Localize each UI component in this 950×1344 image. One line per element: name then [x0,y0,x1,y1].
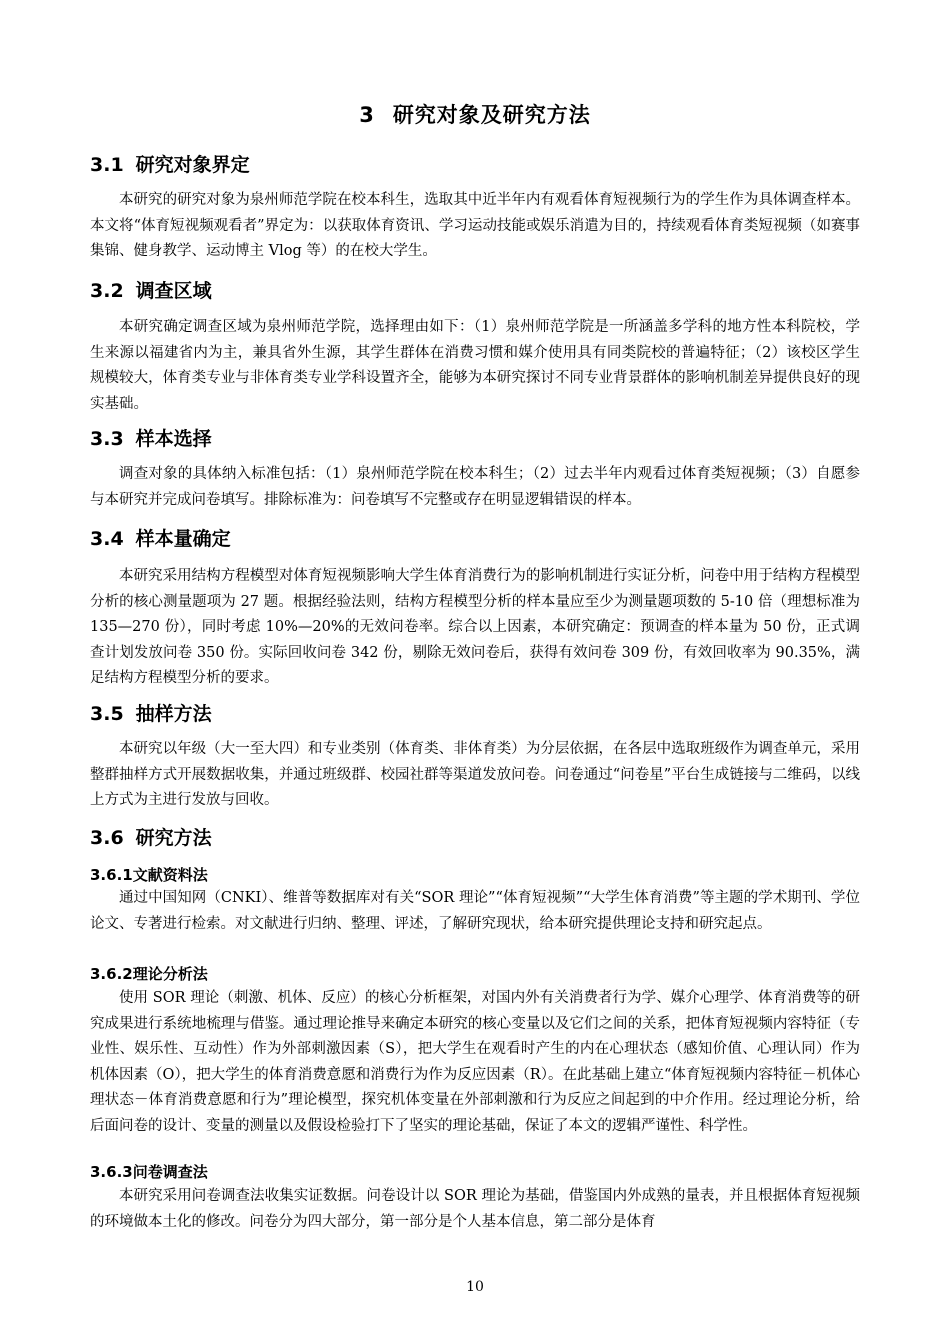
section-number: 3.2 [90,280,124,302]
section-heading-3-4 [90,525,860,553]
paragraph: 本研究的研究对象为泉州师范学院在校本科生，选取其中近半年内有观看体育短视频行为的学生作为具体调查样本。本文将“体育短视频观看者”界定为：以获取体育资讯、学习运动技能或娱乐消遣为目的，持续观看体育类短视频（如赛事集锦、健身教学、运动博主 Vlog 等）的在校大学生。 [90,192,860,259]
subsection-title: 文献资料法 [132,866,208,884]
section-heading-3-6 [90,824,860,852]
section-title: 样本量确定 [135,528,231,550]
subsection-heading-3-6-3 [90,1161,860,1183]
paragraph: 本研究确定调查区域为泉州师范学院，选择理由如下：（1）泉州师范学院是一所涵盖多学科的地方性本科院校，学生来源以福建省内为主，兼具省外生源，其学生群体在消费习惯和媒介使用具有同类院校的普遍特征；（2）该校区学生规模较大，体育类专业与非体育类专业学科设置齐全，能够为本研究探讨不同专业背景群体的影响机制差异提供良好的现实基础。 [90,319,860,412]
paragraph: 本研究以年级（大一至大四）和专业类别（体育类、非体育类）为分层依据，在各层中选取班级作为调查单元，采用整群抽样方式开展数据收集，并通过班级群、校园社群等渠道发放问卷。问卷通过“问卷星”平台生成链接与二维码，以线上方式为主进行发放与回收。 [90,741,860,808]
subsection-number: 3.6.3 [90,1163,133,1181]
section-number: 3.3 [90,428,124,450]
section-heading-3-5 [90,700,860,728]
section-number: 3.4 [90,528,124,550]
chapter-title-text: 研究对象及研究方法 [392,103,591,127]
subsection-title: 问卷调查法 [132,1163,208,1181]
chapter-number: 3 [359,103,375,127]
page-number: 10 [466,1279,484,1295]
paragraph: 调查对象的具体纳入标准包括：（1）泉州师范学院在校本科生；（2）过去半年内观看过体育类短视频；（3）自愿参与本研究并完成问卷填写。排除标准为：问卷填写不完整或存在明显逻辑错误的样本。 [90,466,860,508]
section-heading-3-1 [90,151,860,179]
section-number: 3.1 [90,154,124,176]
paragraph: 本研究采用结构方程模型对体育短视频影响大学生体育消费行为的影响机制进行实证分析，问卷中用于结构方程模型分析的核心测量题项为 27 题。根据经验法则，结构方程模型分析的样本量应至少为测量题项数的 5-10 倍（理想标准为 135—270 份），同时考虑 10%—20%的无效问卷率。综合以上因素，本研究确定：预调查的样本量为 50 份，正式调查计划发放问卷 350 份。实际回收问卷 342 份，剔除无效问卷后，获得有效问卷 309 份，有效回收率为 90.35%，满足结构方程模型分析的要求。 [90,568,860,686]
section-title: 研究对象界定 [135,154,250,176]
section-title: 样本选择 [135,428,212,450]
paragraph: 使用 SOR 理论（刺激、机体、反应）的核心分析框架，对国内外有关消费者行为学、媒介心理学、体育消费等的研究成果进行系统地梳理与借鉴。通过理论推导来确定本研究的核心变量以及它们之间的关系，把体育短视频内容特征（专业性、娱乐性、互动性）作为外部刺激因素（S），把大学生在观看时产生的内在心理状态（感知价值、心理认同）作为机体因素（O），把大学生的体育消费意愿和消费行为作为反应因素（R）。在此基础上建立“体育短视频内容特征－机体心理状态－体育消费意愿和行为”理论模型，探究机体变量在外部刺激和行为反应之间起到的中介作用。经过理论分析，给后面问卷的设计、变量的测量以及假设检验打下了坚实的理论基础，保证了本文的逻辑严谨性、科学性。 [90,990,860,1134]
paragraph: 本研究采用问卷调查法收集实证数据。问卷设计以 SOR 理论为基础，借鉴国内外成熟的量表，并且根据体育短视频的环境做本土化的修改。问卷分为四大部分，第一部分是个人基本信息，第二部分是体育 [90,1188,860,1230]
paper-page [90,0,860,1344]
section-heading-3-2 [90,277,860,305]
chapter-title [90,100,860,130]
subsection-number: 3.6.2 [90,965,133,983]
section-heading-3-3 [90,425,860,453]
section-number: 3.5 [90,703,124,725]
subsection-heading-3-6-2 [90,963,860,985]
section-title: 研究方法 [135,827,212,849]
paragraph: 通过中国知网（CNKI）、维普等数据库对有关“SOR 理论”“体育短视频”“大学生体育消费”等主题的学术期刊、学位论文、专著进行检索。对文献进行归纳、整理、评述，了解研究现状，给本研究提供理论支持和研究起点。 [90,890,860,932]
section-number: 3.6 [90,827,124,849]
subsection-heading-3-6-1 [90,864,860,886]
section-title: 抽样方法 [135,703,212,725]
section-title: 调查区域 [135,280,212,302]
subsection-number: 3.6.1 [90,866,133,884]
subsection-title: 理论分析法 [132,965,208,983]
